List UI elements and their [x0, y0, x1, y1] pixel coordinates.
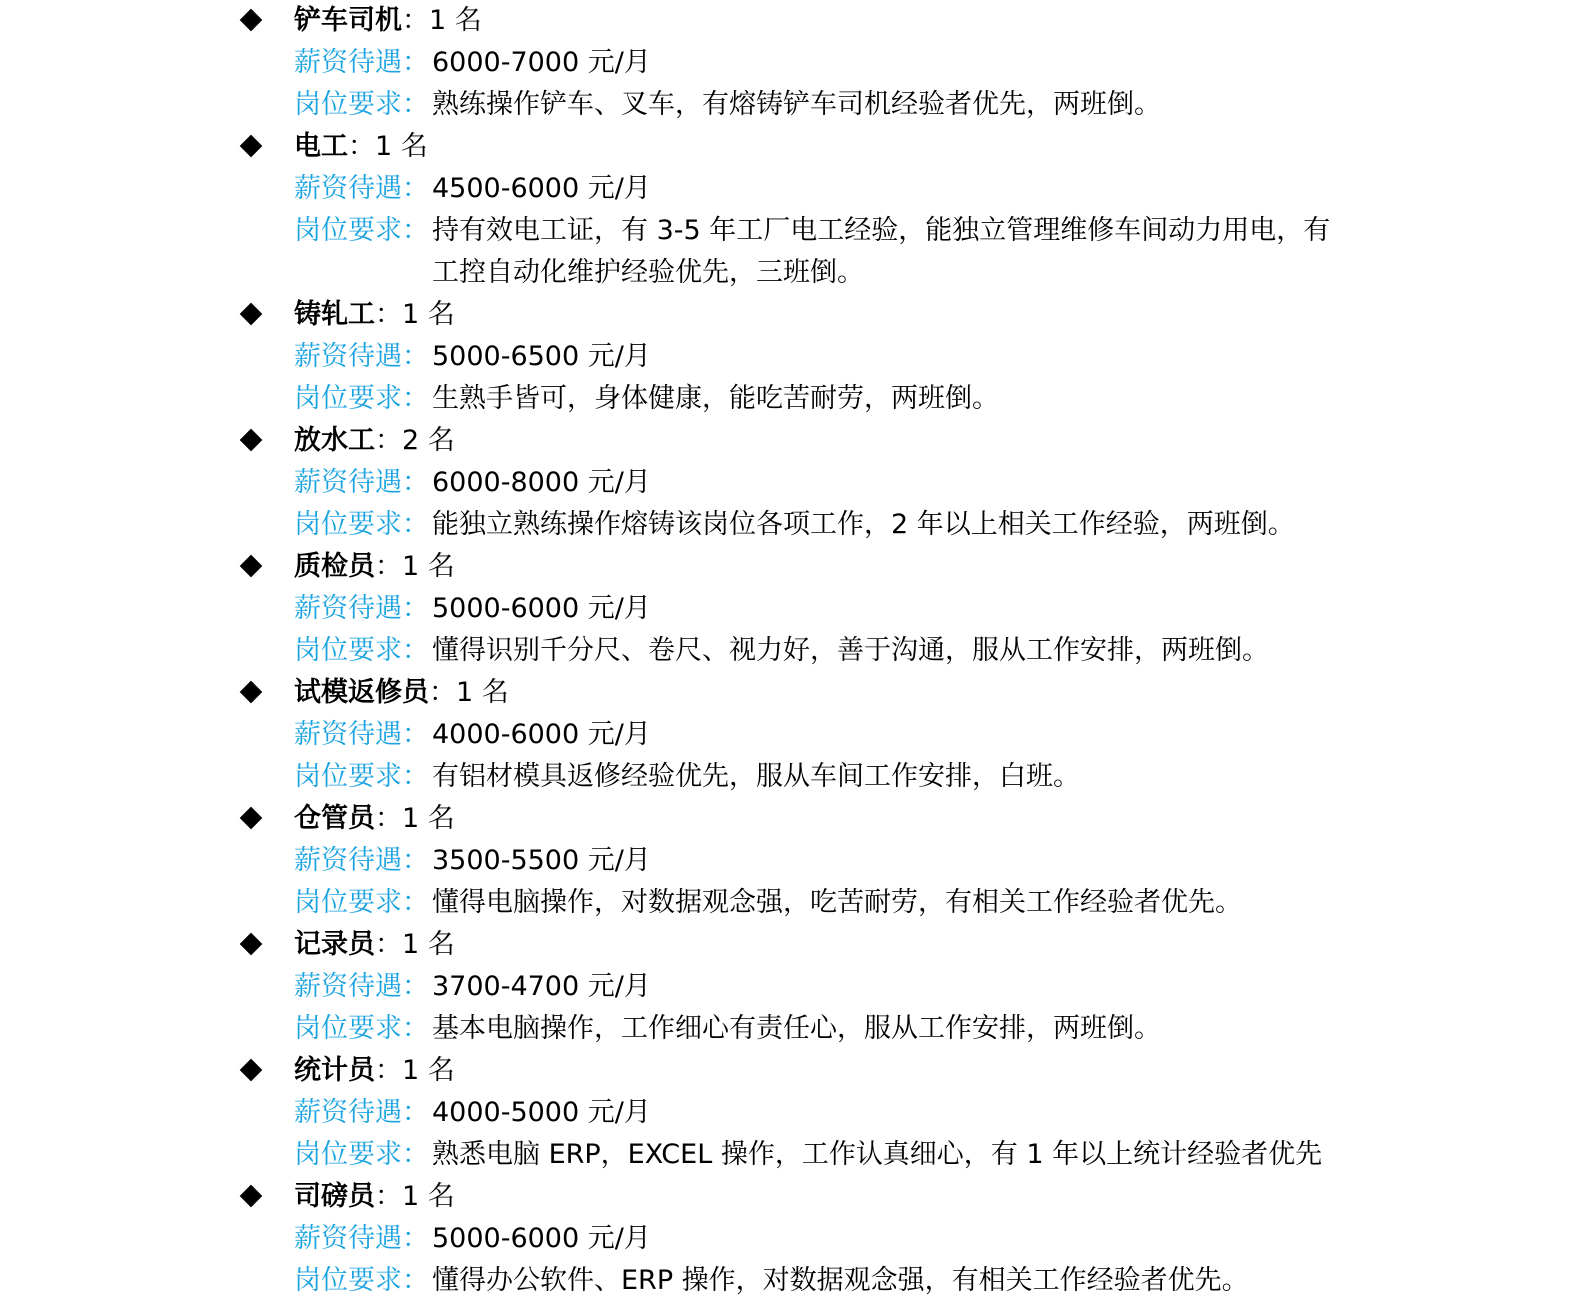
requirement-label: 岗位要求：: [294, 887, 429, 918]
job-title: 统计员：1 名: [294, 1055, 455, 1086]
requirement-value: 懂得电脑操作，对数据观念强，吃苦耐劳，有相关工作经验者优先。: [432, 887, 1242, 918]
salary-label: 薪资待遇：: [294, 593, 429, 624]
requirement-label: 岗位要求：: [294, 509, 429, 540]
salary-label: 薪资待遇：: [294, 719, 429, 750]
job-count: ：1 名: [402, 5, 482, 36]
job-count: ：1 名: [348, 131, 428, 162]
requirement-value: 懂得识别千分尺、卷尺、视力好，善于沟通，服从工作安排，两班倒。: [432, 635, 1269, 666]
requirement-label: 岗位要求：: [294, 761, 429, 792]
requirement-row: [0, 882, 1584, 924]
salary-label: 薪资待遇：: [294, 341, 429, 372]
salary-row: [0, 966, 1584, 1008]
job-title-row: [0, 420, 1584, 462]
job-title-row: [0, 798, 1584, 840]
job-title: 仓管员：1 名: [294, 803, 455, 834]
diamond-bullet-icon: [240, 1050, 266, 1092]
job-entry: [0, 672, 1584, 798]
requirement-value: 懂得办公软件、ERP 操作，对数据观念强，有相关工作经验者优先。: [432, 1265, 1249, 1296]
salary-label: 薪资待遇：: [294, 1097, 429, 1128]
job-title-row: [0, 672, 1584, 714]
job-entry: [0, 798, 1584, 924]
requirement-row: [0, 630, 1584, 672]
job-count: ：1 名: [429, 677, 509, 708]
job-entry: [0, 924, 1584, 1050]
job-entry: [0, 546, 1584, 672]
requirement-label: 岗位要求：: [294, 1265, 429, 1296]
requirement-label: 岗位要求：: [294, 215, 429, 246]
requirement-value: 能独立熟练操作熔铸该岗位各项工作，2 年以上相关工作经验，两班倒。: [432, 509, 1295, 540]
salary-label: 薪资待遇：: [294, 47, 429, 78]
job-entry: [0, 294, 1584, 420]
salary-value: 3700-4700 元/月: [432, 971, 651, 1002]
requirement-row: [0, 756, 1584, 798]
diamond-bullet-icon: [240, 294, 266, 336]
salary-row: [0, 1218, 1584, 1260]
requirement-value: 基本电脑操作，工作细心有责任心，服从工作安排，两班倒。: [432, 1013, 1161, 1044]
salary-row: [0, 336, 1584, 378]
job-count: ：1 名: [375, 929, 455, 960]
salary-value: 5000-6000 元/月: [432, 1223, 651, 1254]
requirement-value: 熟悉电脑 ERP，EXCEL 操作，工作认真细心，有 1 年以上统计经验者优先: [432, 1139, 1323, 1170]
diamond-bullet-icon: [240, 798, 266, 840]
job-count: ：1 名: [375, 1055, 455, 1086]
job-count: ：1 名: [375, 803, 455, 834]
job-title-row: [0, 924, 1584, 966]
diamond-bullet-icon: [240, 420, 266, 462]
requirement-label: 岗位要求：: [294, 383, 429, 414]
requirement-value: 有铝材模具返修经验优先，服从车间工作安排，白班。: [432, 761, 1080, 792]
salary-label: 薪资待遇：: [294, 845, 429, 876]
salary-value: 5000-6000 元/月: [432, 593, 651, 624]
requirement-row: [0, 84, 1584, 126]
salary-value: 5000-6500 元/月: [432, 341, 651, 372]
salary-row: [0, 42, 1584, 84]
requirement-row: [0, 1260, 1584, 1302]
salary-row: [0, 714, 1584, 756]
job-count: ：1 名: [375, 1181, 455, 1212]
job-title: 试模返修员：1 名: [294, 677, 509, 708]
salary-row: [0, 462, 1584, 504]
salary-row: [0, 168, 1584, 210]
job-entry: [0, 0, 1584, 126]
diamond-bullet-icon: [240, 546, 266, 588]
job-title-row: [0, 1050, 1584, 1092]
job-entry: [0, 1050, 1584, 1176]
job-title-row: [0, 294, 1584, 336]
diamond-bullet-icon: [240, 924, 266, 966]
requirement-row: [0, 378, 1584, 420]
job-count: ：2 名: [375, 425, 455, 456]
salary-label: 薪资待遇：: [294, 971, 429, 1002]
salary-value: 3500-5500 元/月: [432, 845, 651, 876]
salary-label: 薪资待遇：: [294, 1223, 429, 1254]
salary-row: [0, 840, 1584, 882]
job-title: 司磅员：1 名: [294, 1181, 455, 1212]
diamond-bullet-icon: [240, 672, 266, 714]
diamond-bullet-icon: [240, 126, 266, 168]
job-count: ：1 名: [375, 551, 455, 582]
salary-value: 4000-5000 元/月: [432, 1097, 651, 1128]
job-title: 铲车司机：1 名: [294, 5, 482, 36]
salary-label: 薪资待遇：: [294, 173, 429, 204]
job-title-row: [0, 126, 1584, 168]
salary-value: 6000-7000 元/月: [432, 47, 651, 78]
requirement-label: 岗位要求：: [294, 89, 429, 120]
salary-row: [0, 588, 1584, 630]
salary-row: [0, 1092, 1584, 1134]
job-title: 记录员：1 名: [294, 929, 455, 960]
job-entry: [0, 1176, 1584, 1302]
job-entry: [0, 126, 1584, 294]
job-count: ：1 名: [375, 299, 455, 330]
job-title: 铸轧工：1 名: [294, 299, 455, 330]
requirement-value: 持有效电工证，有 3-5 年工厂电工经验，能独立管理维修车间动力用电，有工控自动化维护经验优先，三班倒。: [432, 215, 1331, 288]
diamond-bullet-icon: [240, 1176, 266, 1218]
job-title: 电工：1 名: [294, 131, 428, 162]
job-title-row: [0, 0, 1584, 42]
requirement-row: [0, 1008, 1584, 1050]
requirement-label: 岗位要求：: [294, 635, 429, 666]
job-title-row: [0, 546, 1584, 588]
diamond-bullet-icon: [240, 0, 266, 42]
salary-value: 4500-6000 元/月: [432, 173, 651, 204]
requirement-value: 熟练操作铲车、叉车，有熔铸铲车司机经验者优先，两班倒。: [432, 89, 1161, 120]
requirement-row: [0, 210, 1584, 294]
requirement-label: 岗位要求：: [294, 1013, 429, 1044]
salary-value: 4000-6000 元/月: [432, 719, 651, 750]
job-title: 质检员：1 名: [294, 551, 455, 582]
salary-value: 6000-8000 元/月: [432, 467, 651, 498]
job-title: 放水工：2 名: [294, 425, 455, 456]
requirement-row: [0, 1134, 1584, 1176]
requirement-label: 岗位要求：: [294, 1139, 429, 1170]
job-entry: [0, 420, 1584, 546]
job-title-row: [0, 1176, 1584, 1218]
requirement-value: 生熟手皆可，身体健康，能吃苦耐劳，两班倒。: [432, 383, 999, 414]
requirement-row: [0, 504, 1584, 546]
salary-label: 薪资待遇：: [294, 467, 429, 498]
